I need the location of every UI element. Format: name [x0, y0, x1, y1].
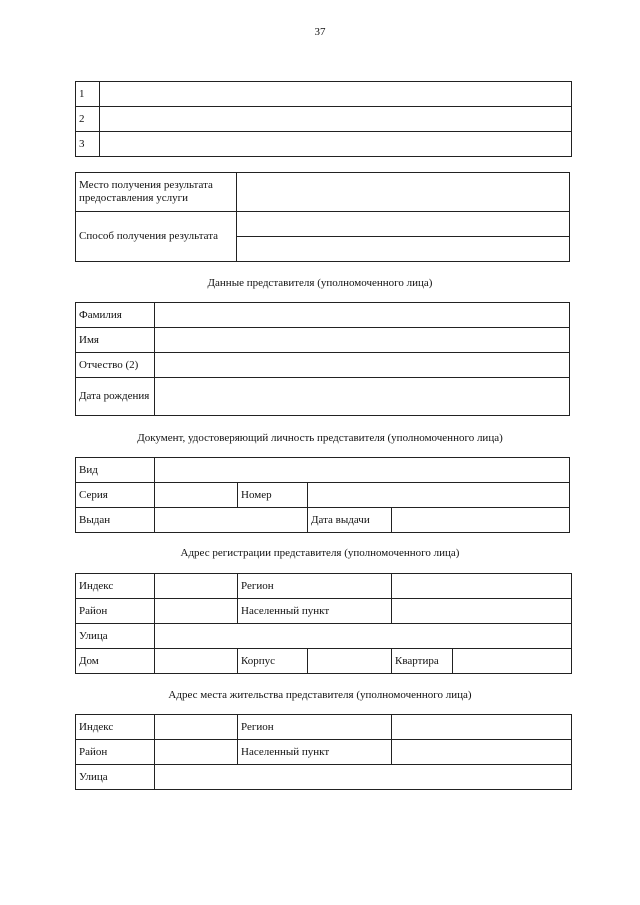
reg-region-label: Регион [238, 574, 392, 599]
result-method-field-2[interactable] [237, 237, 570, 262]
reg-apartment-label: Квартира [392, 649, 453, 674]
birth-date-label: Дата рождения [76, 378, 155, 416]
reg-region-field[interactable] [392, 574, 572, 599]
rep-data-table [75, 302, 570, 416]
result-place-label: Место получения результата предоставления услуги [76, 173, 237, 212]
rep-doc-table [75, 457, 570, 533]
reg-locality-label: Населенный пункт [238, 599, 392, 624]
doc-number-label: Номер [238, 483, 308, 508]
res-index-label: Индекс [76, 715, 155, 740]
row-number: 3 [76, 132, 100, 157]
doc-issued-by-label: Выдан [76, 508, 155, 533]
rep-doc-title: Документ, удостоверяющий личность представителя (уполномоченного лица) [137, 432, 503, 444]
res-locality-field[interactable] [392, 740, 572, 765]
res-street-field[interactable] [155, 765, 572, 790]
doc-issue-date-label: Дата выдачи [308, 508, 392, 533]
surname-label: Фамилия [76, 303, 155, 328]
res-region-label: Регион [238, 715, 392, 740]
res-region-field[interactable] [392, 715, 572, 740]
name-field[interactable] [155, 328, 570, 353]
row-value-field[interactable] [100, 82, 572, 107]
patronymic-field[interactable] [155, 353, 570, 378]
result-place-field[interactable] [237, 173, 570, 212]
numbered-rows-table [75, 81, 572, 157]
reg-index-field[interactable] [155, 574, 238, 599]
surname-field[interactable] [155, 303, 570, 328]
res-district-label: Район [76, 740, 155, 765]
doc-issued-by-field[interactable] [155, 508, 308, 533]
rep-data-title: Данные представителя (уполномоченного лица) [207, 277, 433, 289]
doc-type-field[interactable] [155, 458, 570, 483]
name-label: Имя [76, 328, 155, 353]
reg-house-label: Дом [76, 649, 155, 674]
reg-address-table [75, 573, 572, 674]
reg-locality-field[interactable] [392, 599, 572, 624]
doc-series-field[interactable] [155, 483, 238, 508]
doc-issue-date-field[interactable] [392, 508, 570, 533]
reg-address-title: Адрес регистрации представителя (уполномоченного лица) [180, 547, 460, 559]
reg-street-label: Улица [76, 624, 155, 649]
row-value-field[interactable] [100, 132, 572, 157]
result-table [75, 172, 570, 262]
res-district-field[interactable] [155, 740, 238, 765]
reg-district-label: Район [76, 599, 155, 624]
reg-building-label: Корпус [238, 649, 308, 674]
birth-date-field[interactable] [155, 378, 570, 416]
row-number: 1 [76, 82, 100, 107]
doc-number-field[interactable] [308, 483, 570, 508]
res-address-table [75, 714, 572, 790]
doc-type-label: Вид [76, 458, 155, 483]
row-number: 2 [76, 107, 100, 132]
res-index-field[interactable] [155, 715, 238, 740]
doc-series-label: Серия [76, 483, 155, 508]
result-method-field-1[interactable] [237, 212, 570, 237]
res-locality-label: Населенный пункт [238, 740, 392, 765]
res-address-title: Адрес места жительства представителя (уполномоченного лица) [168, 689, 472, 701]
reg-index-label: Индекс [76, 574, 155, 599]
patronymic-label: Отчество (2) [76, 353, 155, 378]
page-number: 37 [314, 26, 326, 38]
res-street-label: Улица [76, 765, 155, 790]
row-value-field[interactable] [100, 107, 572, 132]
reg-house-field[interactable] [155, 649, 238, 674]
reg-apartment-field[interactable] [453, 649, 572, 674]
reg-district-field[interactable] [155, 599, 238, 624]
result-method-label: Способ получения результата [76, 212, 237, 262]
reg-street-field[interactable] [155, 624, 572, 649]
reg-building-field[interactable] [308, 649, 392, 674]
